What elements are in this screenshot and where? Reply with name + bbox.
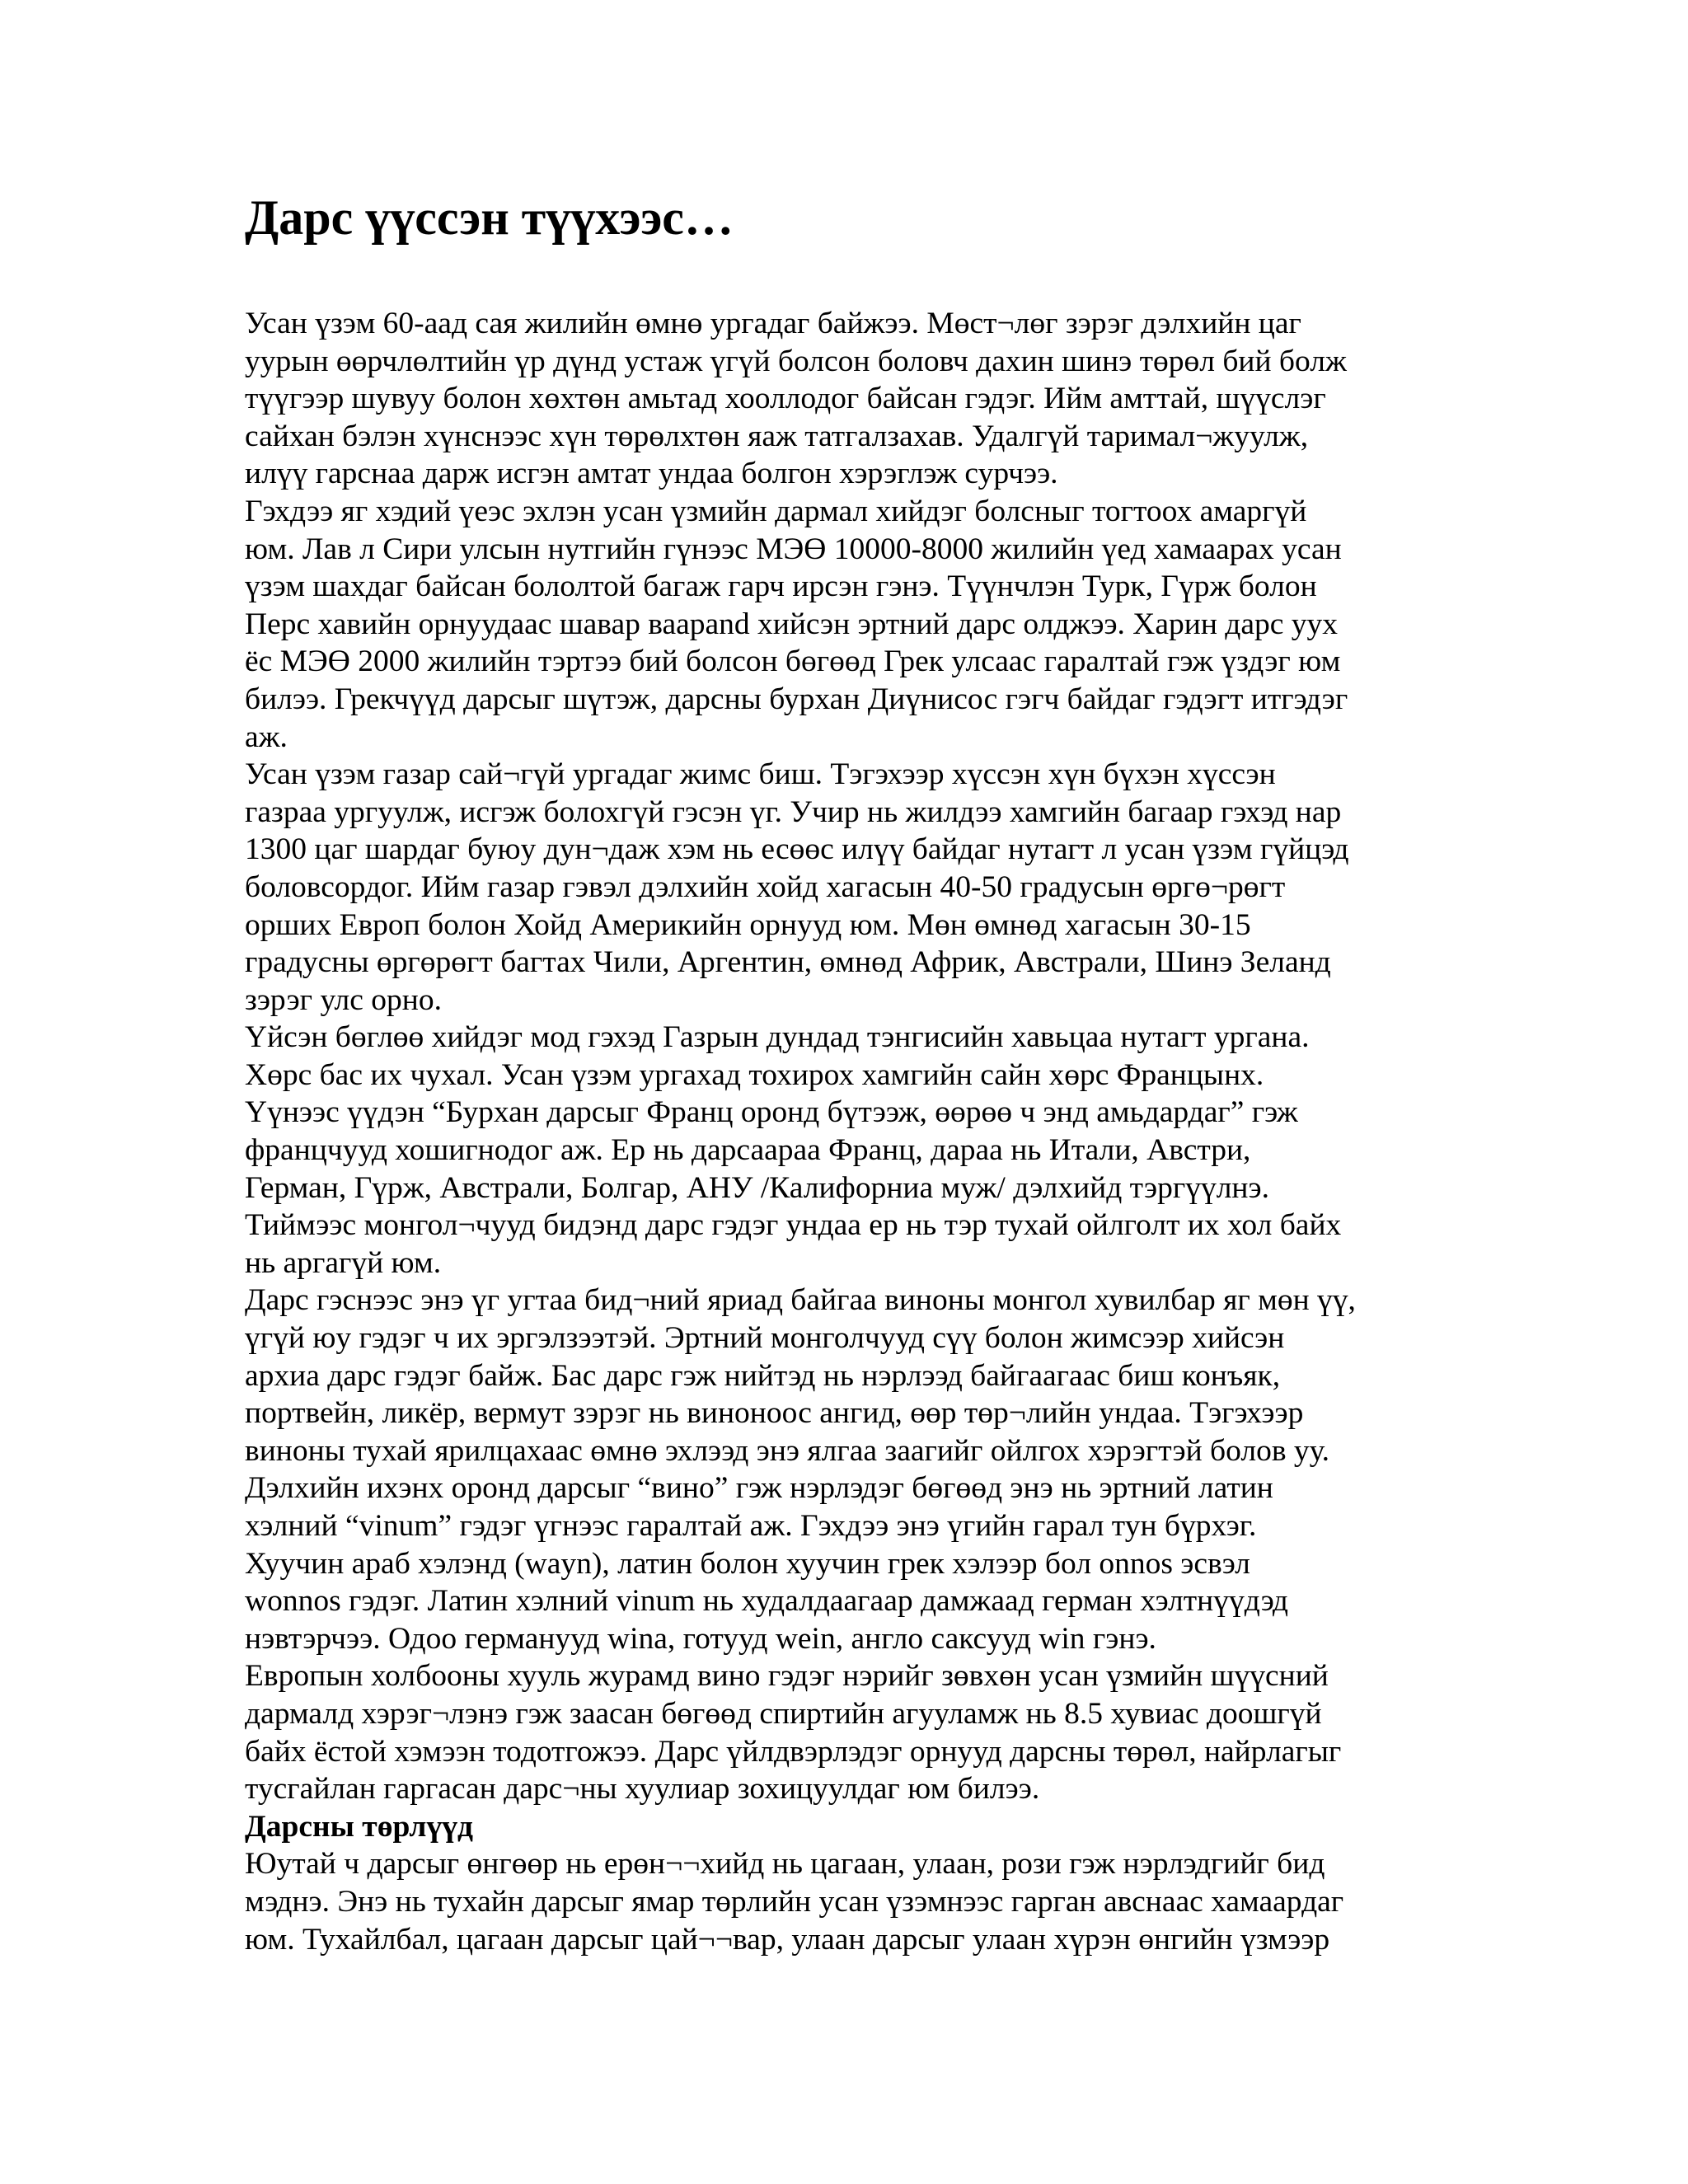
text-line: wonnos гэдэг. Латин хэлний vinum нь худалдаагаар дамжаад герман хэлтнүүдэд [245, 1584, 1288, 1619]
text-line: орших Европ болон Хойд Америкийн орнууд юм. Мөн өмнөд хагасын 30-15 [245, 907, 1251, 942]
text-line: аж. [245, 719, 288, 754]
text-line: Перс хавийн орнуудаас шавар ваараnd хийсэн эртний дарс олджээ. Харин дарс уух [245, 607, 1339, 641]
text-line: билээ. Грекчүүд дарсыг шүтэж, дарсны бурхан Диүнисос гэгч байдаг гэдэгт итгэдэг [245, 682, 1348, 716]
text-line: архиа дарс гэдэг байж. Бас дарс гэж нийтэд нь нэрлээд байгаагаас биш конъяк, [245, 1358, 1281, 1393]
text-line: мэднэ. Энэ нь тухайн дарсыг ямар төрлийн усан үзэмнээс гарган авснаас хамаардаг [245, 1884, 1344, 1919]
text-line: илүү гарснаа дарж исгэн амтат ундаа болгон хэрэглэж сурчээ. [245, 457, 1058, 491]
text-line: Усан үзэм 60-аад сая жилийн өмнө ургадаг байжээ. Мөст¬лөг зэрэг дэлхийн цаг [245, 307, 1301, 340]
text-line: ёс МЭӨ 2000 жилийн тэртээ бий болсон бөгөөд Грек улсаас гаралтай гэж үздэг юм [245, 644, 1341, 679]
text-line: сайхан бэлэн хүнснээс хүн төрөлхтөн яаж татгалзахав. Удалгүй таримал¬жуулж, [245, 419, 1309, 453]
text-line: Усан үзэм газар сай¬гүй ургадаг жимс биш. Тэгэхээр хүссэн хүн бүхэн хүссэн [245, 757, 1276, 792]
text-line: портвейн, ликёр, вермут зэрэг нь виноноос ангид, өөр төр¬лийн ундаа. Тэгэхээр [245, 1396, 1304, 1431]
text-line: Юутай ч дарсыг өнгөөр нь ерөн¬¬хийд нь цагаан, улаан, рози гэж нэрлэдгийг бид [245, 1847, 1325, 1882]
text-line: 1300 цаг шардаг буюу дун¬даж хэм нь есөөс илүү байдаг нутагт л усан үзэм гүйцэд [245, 832, 1349, 867]
text-line: Хуучин араб хэлэнд (wayn), латин болон хуучин грек хэлээр бол onnos эсвэл [245, 1546, 1250, 1581]
text-line: дармалд хэрэг¬лэнэ гэж заасан бөгөөд спиртийн агууламж нь 8.5 хувиас доошгүй [245, 1696, 1322, 1731]
text-line: Үүнээс үүдэн “Бурхан дарсыг Франц оронд бүтээж, өөрөө ч энд амьдардаг” гэж [245, 1095, 1298, 1130]
text-line: Дарс гэснээс энэ үг угтаа бид¬ний яриад байгаа виноны монгол хувилбар яг мөн үү, [245, 1283, 1356, 1318]
text-line: хэлний “vinum” гэдэг үгнээс гаралтай аж. Гэхдээ энэ үгийн гарал тун бүрхэг. [245, 1509, 1257, 1543]
text-line: францчууд хошигнодог аж. Ер нь дарсаараа Франц, дараа нь Итали, Австри, [245, 1133, 1251, 1168]
document-title: Дарс үүссэн түүхээс… [245, 190, 734, 245]
text-line: байх ёстой хэмээн тодотгожээ. Дарс үйлдвэрлэдэг орнууд дарсны төрөл, найрлагыг [245, 1734, 1342, 1769]
text-line: түүгээр шувуу болон хөхтөн амьтад хооллодог байсан гэдэг. Ийм амттай, шүүслэг [245, 382, 1326, 416]
text-line: юм. Тухайлбал, цагаан дарсыг цай¬¬вар, улаан дарсыг улаан хүрэн өнгийн үзмээр [245, 1922, 1330, 1957]
text-line: Гэхдээ яг хэдий үеэс эхлэн усан үзмийн дармал хийдэг болсныг тогтоох амаргүй [245, 494, 1307, 528]
document-page [245, 188, 1465, 1958]
text-line: тусгайлан гаргасан дарс¬ны хуулиар зохицуулдаг юм билээ. [245, 1772, 1040, 1807]
text-line: уурын өөрчлөлтийн үр дүнд устаж үгүй болсон боловч дахин шинэ төрөл бий болж [245, 344, 1347, 378]
text-line: градусны өргөрөгт багтах Чили, Аргентин, өмнөд Африк, Австрали, Шинэ Зеланд [245, 945, 1331, 980]
text-line: зэрэг улс орно. [245, 982, 442, 1017]
text-line: Европын холбооны хууль журамд вино гэдэг нэрийг зөвхөн усан үзмийн шүүсний [245, 1659, 1329, 1694]
section-subheading: Дарсны төрлүүд [245, 1809, 473, 1844]
text-line: үзэм шахдаг байсан бололтой багаж гарч ирсэн гэнэ. Түүнчлэн Турк, Гүрж болон [245, 569, 1317, 604]
text-line: газраа ургуулж, исгэж болохгүй гэсэн үг. Учир нь жилдээ хамгийн багаар гэхэд нар [245, 794, 1342, 829]
text-line: үгүй юу гэдэг ч их эргэлзээтэй. Эртний монголчууд сүү болон жимсээр хийсэн [245, 1321, 1285, 1356]
text-line: Хөрс бас их чухал. Усан үзэм ургахад тохирох хамгийн сайн хөрс Францынх. [245, 1057, 1264, 1092]
text-line: Тиймээс монгол¬чууд бидэнд дарс гэдэг ундаа ер нь тэр тухай ойлголт их хол байх [245, 1208, 1342, 1243]
text-line: Дэлхийн ихэнх оронд дарсыг “вино” гэж нэрлэдэг бөгөөд энэ нь эртний латин [245, 1471, 1273, 1506]
text-line: Үйсэн бөглөө хийдэг мод гэхэд Газрын дундад тэнгисийн хавьцаа нутагт ургана. [245, 1020, 1310, 1055]
text-line: нэвтэрчээ. Одоо германууд wina, готууд wein, англо саксууд win гэнэ. [245, 1621, 1156, 1656]
text-line: Герман, Гүрж, Австрали, Болгар, АНУ /Калифорниа муж/ дэлхийд тэргүүлнэ. [245, 1170, 1269, 1205]
document-body [245, 305, 1465, 1958]
text-line: виноны тухай ярилцахаас өмнө эхлээд энэ ялгаа заагийг ойлгох хэрэгтэй болов уу. [245, 1433, 1330, 1468]
text-line: юм. Лав л Сири улсын нутгийн гүнээс МЭӨ 10000-8000 жилийн үед хамаарах усан [245, 532, 1342, 566]
text-line: боловсордог. Ийм газар гэвэл дэлхийн хойд хагасын 40-50 градусын өргө¬рөгт [245, 869, 1286, 904]
text-line: нь аргагүй юм. [245, 1245, 442, 1280]
